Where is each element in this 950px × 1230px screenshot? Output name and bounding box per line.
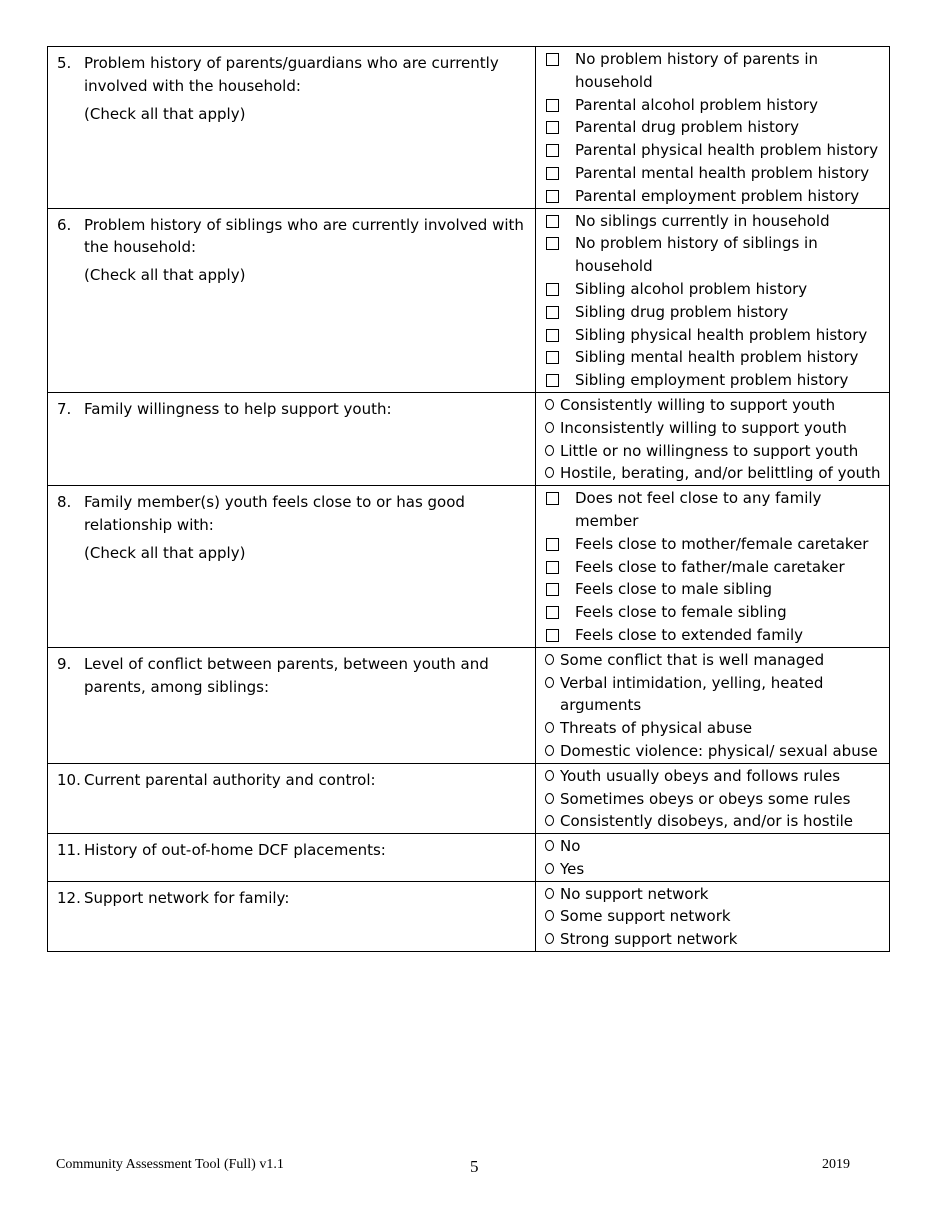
radio-option[interactable]	[544, 788, 885, 811]
question-number: 11.	[57, 841, 81, 860]
question-text: Current parental authority and control:	[84, 770, 376, 789]
question-number: 12.	[57, 888, 81, 907]
option-label: Consistently willing to support youth	[560, 395, 836, 414]
question-line	[57, 52, 527, 98]
option-label: Parental alcohol problem history	[575, 95, 818, 114]
option-label: Sibling physical health problem history	[575, 325, 868, 344]
checkbox-option[interactable]	[544, 116, 885, 139]
question-number: 8.	[57, 493, 72, 512]
answer-options-cell	[536, 881, 890, 951]
question-note: (Check all that apply)	[84, 543, 246, 562]
option-label: Parental mental health problem history	[575, 163, 870, 182]
question-text: Family member(s) youth feels close to or has good relationship with:	[84, 493, 465, 534]
checkbox-option[interactable]	[544, 278, 885, 301]
answer-options-cell	[536, 392, 890, 485]
question-row	[48, 881, 890, 951]
answer-options-cell	[536, 647, 890, 763]
question-cell	[48, 208, 536, 392]
question-note: (Check all that apply)	[84, 104, 246, 123]
checkbox[interactable]	[546, 606, 559, 619]
option-label: Strong support network	[560, 930, 738, 949]
radio-option[interactable]	[544, 858, 885, 881]
question-cell	[48, 486, 536, 648]
answer-options-cell	[536, 47, 890, 209]
question-line	[57, 769, 527, 792]
question-cell	[48, 47, 536, 209]
option-label: Feels close to mother/female caretaker	[575, 534, 869, 553]
option-label: No	[560, 837, 581, 856]
radio-button[interactable]	[545, 445, 554, 456]
checkbox-option[interactable]	[544, 487, 885, 533]
radio-button[interactable]	[545, 933, 554, 944]
checkbox[interactable]	[546, 538, 559, 551]
option-label: Feels close to extended family	[575, 625, 804, 644]
option-label: Sibling mental health problem history	[575, 348, 859, 367]
checkbox[interactable]	[546, 329, 559, 342]
footer-page-number: 5	[470, 1157, 479, 1176]
assessment-table	[47, 46, 890, 952]
option-label: Inconsistently willing to support youth	[560, 418, 847, 437]
question-number: 5.	[57, 54, 72, 72]
option-label: Feels close to female sibling	[575, 603, 787, 622]
checkbox-option[interactable]	[544, 324, 885, 347]
checkbox-option[interactable]	[544, 578, 885, 601]
checkbox-option[interactable]	[544, 94, 885, 117]
question-line	[57, 653, 527, 699]
question-text: History of out-of-home DCF placements:	[84, 841, 386, 860]
checkbox[interactable]	[546, 190, 559, 203]
checkbox-option[interactable]	[544, 232, 885, 278]
radio-option[interactable]	[544, 417, 885, 440]
option-label: Youth usually obeys and follows rules	[560, 766, 841, 785]
option-label: Little or no willingness to support youth	[560, 441, 859, 460]
radio-button[interactable]	[545, 815, 554, 826]
radio-button[interactable]	[545, 863, 554, 874]
option-label: Parental physical health problem history	[575, 141, 879, 160]
question-cell	[48, 763, 536, 833]
checkbox[interactable]	[546, 583, 559, 596]
question-row	[48, 208, 890, 392]
checkbox[interactable]	[546, 561, 559, 574]
checkbox[interactable]	[546, 237, 559, 250]
radio-button[interactable]	[545, 654, 554, 665]
question-number: 7.	[57, 399, 72, 418]
checkbox[interactable]	[546, 167, 559, 180]
checkbox-option[interactable]	[544, 162, 885, 185]
checkbox-option[interactable]	[544, 556, 885, 579]
question-row	[48, 834, 890, 882]
radio-button[interactable]	[545, 399, 554, 410]
option-label: Some conflict that is well managed	[560, 650, 825, 669]
option-label: Sibling alcohol problem history	[575, 279, 808, 298]
question-row	[48, 486, 890, 648]
radio-button[interactable]	[545, 745, 554, 756]
radio-option[interactable]	[544, 649, 885, 672]
radio-button[interactable]	[545, 793, 554, 804]
answer-options-cell	[536, 486, 890, 648]
question-row	[48, 47, 890, 209]
checkbox[interactable]	[546, 283, 559, 296]
radio-option[interactable]	[544, 765, 885, 788]
option-label: Sometimes obeys or obeys some rules	[560, 789, 851, 808]
checkbox[interactable]	[546, 629, 559, 642]
question-line	[57, 491, 527, 537]
checkbox-option[interactable]	[544, 624, 885, 647]
question-row	[48, 392, 890, 485]
option-label: Verbal intimidation, yelling, heated arguments	[560, 673, 824, 715]
radio-button[interactable]	[545, 422, 554, 433]
checkbox[interactable]	[546, 121, 559, 134]
answer-options-cell	[536, 208, 890, 392]
option-label: No problem history of siblings in household	[575, 234, 818, 276]
question-text: Support network for family:	[84, 888, 290, 907]
checkbox[interactable]	[546, 53, 559, 66]
question-number: 10.	[57, 770, 81, 789]
radio-option[interactable]	[544, 883, 885, 906]
answer-options-cell	[536, 834, 890, 882]
radio-button[interactable]	[545, 722, 554, 733]
checkbox-option[interactable]	[544, 210, 885, 233]
checkbox[interactable]	[546, 215, 559, 228]
radio-button[interactable]	[545, 840, 554, 851]
radio-button[interactable]	[545, 467, 554, 478]
option-label: Parental drug problem history	[575, 118, 800, 137]
radio-option[interactable]	[544, 717, 885, 740]
checkbox[interactable]	[546, 306, 559, 319]
question-text: Family willingness to help support youth:	[84, 399, 392, 418]
option-label: Threats of physical abuse	[560, 719, 753, 738]
question-text: Problem history of parents/guardians who are currently involved with the household:	[84, 54, 499, 95]
radio-button[interactable]	[545, 910, 554, 921]
checkbox[interactable]	[546, 99, 559, 112]
option-label: Consistently disobeys, and/or is hostile	[560, 812, 854, 831]
question-line	[57, 839, 527, 862]
checkbox-option[interactable]	[544, 139, 885, 162]
checkbox-option[interactable]	[544, 601, 885, 624]
checkbox[interactable]	[546, 374, 559, 387]
question-cell	[48, 881, 536, 951]
checkbox-option[interactable]	[544, 346, 885, 369]
option-label: No problem history of parents in household	[575, 50, 819, 91]
radio-option[interactable]	[544, 394, 885, 417]
radio-option[interactable]	[544, 462, 885, 485]
checkbox-option[interactable]	[544, 369, 885, 392]
question-number: 9.	[57, 654, 72, 673]
option-label: No support network	[560, 884, 709, 903]
checkbox-option[interactable]	[544, 301, 885, 324]
option-label: Sibling drug problem history	[575, 302, 789, 321]
radio-option[interactable]	[544, 672, 885, 718]
option-label: Some support network	[560, 907, 731, 926]
option-label: Yes	[560, 859, 585, 878]
checkbox[interactable]	[546, 492, 559, 505]
radio-button[interactable]	[545, 888, 554, 899]
option-label: No siblings currently in household	[575, 211, 830, 230]
radio-button[interactable]	[545, 677, 554, 688]
footer-year: 2019	[822, 1157, 850, 1172]
question-number: 6.	[57, 215, 72, 234]
radio-option[interactable]	[544, 440, 885, 463]
question-cell	[48, 647, 536, 763]
option-label: Does not feel close to any family member	[575, 489, 822, 530]
radio-option[interactable]	[544, 740, 885, 763]
radio-button[interactable]	[545, 770, 554, 781]
option-label: Feels close to father/male caretaker	[575, 557, 845, 576]
question-note: (Check all that apply)	[84, 266, 246, 285]
answer-options-cell	[536, 763, 890, 833]
radio-option[interactable]	[544, 835, 885, 858]
question-line	[57, 398, 527, 421]
question-row	[48, 647, 890, 763]
option-label: Feels close to male sibling	[575, 580, 773, 599]
option-label: Hostile, berating, and/or belittling of youth	[560, 464, 881, 483]
option-label: Domestic violence: physical/ sexual abuse	[560, 741, 878, 760]
radio-option[interactable]	[544, 928, 885, 951]
checkbox[interactable]	[546, 144, 559, 157]
question-text: Level of conflict between parents, between youth and parents, among siblings:	[84, 654, 489, 696]
question-line	[57, 887, 527, 910]
checkbox-option[interactable]	[544, 533, 885, 556]
option-label: Parental employment problem history	[575, 186, 860, 205]
checkbox[interactable]	[546, 351, 559, 364]
checkbox-option[interactable]	[544, 48, 885, 94]
radio-option[interactable]	[544, 905, 885, 928]
question-cell	[48, 834, 536, 882]
footer-doc-title: Community Assessment Tool (Full) v1.1	[56, 1157, 284, 1172]
question-cell	[48, 392, 536, 485]
checkbox-option[interactable]	[544, 185, 885, 208]
question-text: Problem history of siblings who are currently involved with the household:	[84, 215, 524, 257]
question-row	[48, 763, 890, 833]
question-line	[57, 214, 527, 260]
option-label: Sibling employment problem history	[575, 371, 849, 390]
radio-option[interactable]	[544, 810, 885, 833]
